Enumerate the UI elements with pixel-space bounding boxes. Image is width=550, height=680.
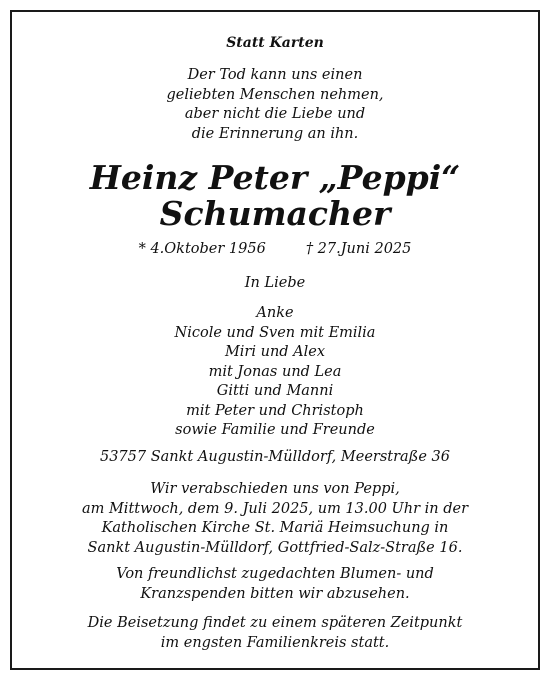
in-liebe-label: In Liebe (244, 275, 306, 291)
mourner-line: sowie Familie und Freunde (175, 422, 375, 438)
notice-heading: Statt Karten (226, 35, 324, 51)
memorial-poem (12, 66, 538, 144)
flowers-line: Kranzspenden bitten wir abzusehen. (140, 585, 410, 602)
flowers-note (12, 565, 538, 604)
birth-date: * 4.Oktober 1956 (138, 241, 266, 257)
flowers-line: Von freundlichst zugedachten Blumen- und (116, 566, 434, 582)
life-dates (12, 240, 538, 259)
mourner-line: Gitti und Manni (216, 383, 334, 399)
burial-line: im engsten Familienkreis statt. (160, 634, 390, 651)
service-line: Wir verabschieden uns von Peppi, (150, 481, 400, 497)
poem-line: geliebten Menschen nehmen, (166, 86, 384, 103)
mourner-line: Miri und Alex (224, 344, 326, 360)
mourners-list (12, 304, 538, 441)
deceased-name (12, 160, 538, 232)
death-date: † 27.Juni 2025 (305, 241, 412, 257)
service-line: Katholischen Kirche St. Mariä Heimsuchung in (101, 520, 449, 536)
service-line: am Mittwoch, dem 9. Juli 2025, um 13.00 Uhr in der (81, 500, 469, 517)
deceased-name-line2: Schumacher (159, 194, 391, 233)
mourner-line: mit Jonas und Lea (208, 363, 342, 380)
deceased-name-line1: Heinz Peter „Peppi“ (89, 158, 461, 197)
poem-line: Der Tod kann uns einen (187, 67, 363, 83)
mourner-line: mit Peter und Christoph (186, 402, 364, 419)
mourner-line: Nicole und Sven mit Emilia (174, 324, 376, 341)
family-address: 53757 Sankt Augustin-Mülldorf, Meerstraße 36 (99, 449, 451, 465)
burial-line: Die Beisetzung findet zu einem späteren Zeitpunkt (87, 615, 463, 631)
poem-line: die Erinnerung an ihn. (191, 125, 359, 142)
funeral-service-info (12, 480, 538, 558)
mourner-line: Anke (256, 305, 294, 321)
poem-line: aber nicht die Liebe und (184, 106, 366, 122)
service-line: Sankt Augustin-Mülldorf, Gottfried-Salz-Straße 16. (87, 539, 463, 556)
burial-note (12, 614, 538, 653)
